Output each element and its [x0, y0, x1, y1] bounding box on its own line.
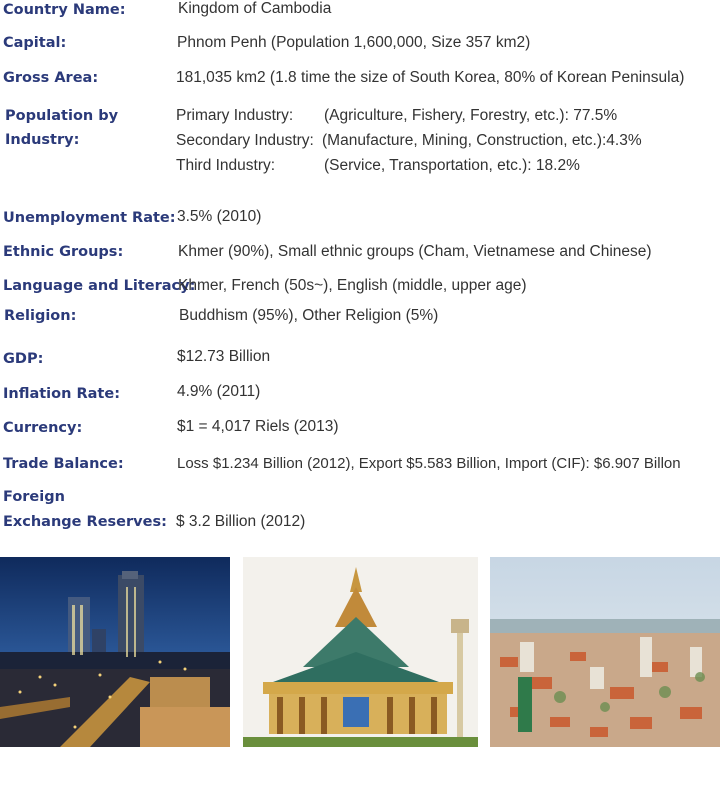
industry-name: Secondary Industry:: [176, 132, 314, 149]
religion-value: Buddhism (95%), Other Religion (5%): [179, 307, 439, 324]
aerial-city-photo: [490, 557, 720, 747]
gross-area-label: Gross Area:: [3, 70, 99, 86]
population-label-line2: Industry:: [5, 132, 80, 148]
ethnic-groups-label: Ethnic Groups:: [3, 244, 124, 260]
trade-balance-value: Loss $1.234 Billion (2012), Export $5.583 Billion, Import (CIF): $6.907 Billon: [177, 455, 681, 472]
industry-desc: (Agriculture, Fishery, Forestry, etc.): 77.5%: [324, 107, 618, 124]
unemployment-rate-value: 3.5% (2010): [177, 208, 262, 225]
trade-balance-label: Trade Balance:: [3, 456, 124, 472]
inflation-rate-label: Inflation Rate:: [3, 386, 120, 402]
country-name-label: Country Name:: [3, 2, 126, 18]
language-literacy-value: Khmer, French (50s~), English (middle, upper age): [178, 277, 527, 294]
capital-value: Phnom Penh (Population 1,600,000, Size 357 km2): [177, 34, 531, 51]
temple-photo: [243, 557, 478, 747]
gdp-label: GDP:: [3, 351, 44, 367]
industry-name: Third Industry:: [176, 157, 276, 174]
language-literacy-label: Language and Literacy:: [3, 278, 196, 294]
country-name-value: Kingdom of Cambodia: [178, 0, 332, 17]
unemployment-rate-label: Unemployment Rate:: [3, 210, 176, 226]
gross-area-value: 181,035 km2 (1.8 time the size of South Korea, 80% of Korean Peninsula): [176, 69, 685, 86]
industry-row-third: [0, 153, 720, 178]
foreign-exchange-reserves-label: [3, 485, 167, 534]
capital-label: Capital:: [3, 35, 67, 51]
foreign-exchange-reserves-value: $ 3.2 Billion (2012): [176, 513, 306, 530]
aerial-city-image: [490, 557, 720, 747]
ethnic-groups-value: Khmer (90%), Small ethnic groups (Cham, Vietnamese and Chinese): [178, 243, 652, 260]
reserves-label-line2: Exchange Reserves:: [3, 514, 167, 530]
night-city-skyline-photo: [0, 557, 230, 747]
currency-label: Currency:: [3, 420, 83, 436]
reserves-label-line1: Foreign: [3, 489, 65, 505]
industry-desc: (Manufacture, Mining, Construction, etc.):4.3%: [322, 132, 642, 149]
industry-name: Primary Industry:: [176, 107, 294, 124]
gdp-value: $12.73 Billion: [177, 348, 271, 365]
temple-image: [243, 557, 478, 747]
inflation-rate-value: 4.9% (2011): [177, 383, 261, 400]
religion-label: Religion:: [4, 308, 77, 324]
industry-row-primary: [0, 103, 720, 128]
currency-value: $1 = 4,017 Riels (2013): [177, 418, 339, 435]
industry-row-secondary: [0, 128, 720, 153]
night-city-image: [0, 557, 230, 747]
industry-desc: (Service, Transportation, etc.): 18.2%: [324, 157, 580, 174]
population-label-line1: Population by: [5, 108, 119, 124]
